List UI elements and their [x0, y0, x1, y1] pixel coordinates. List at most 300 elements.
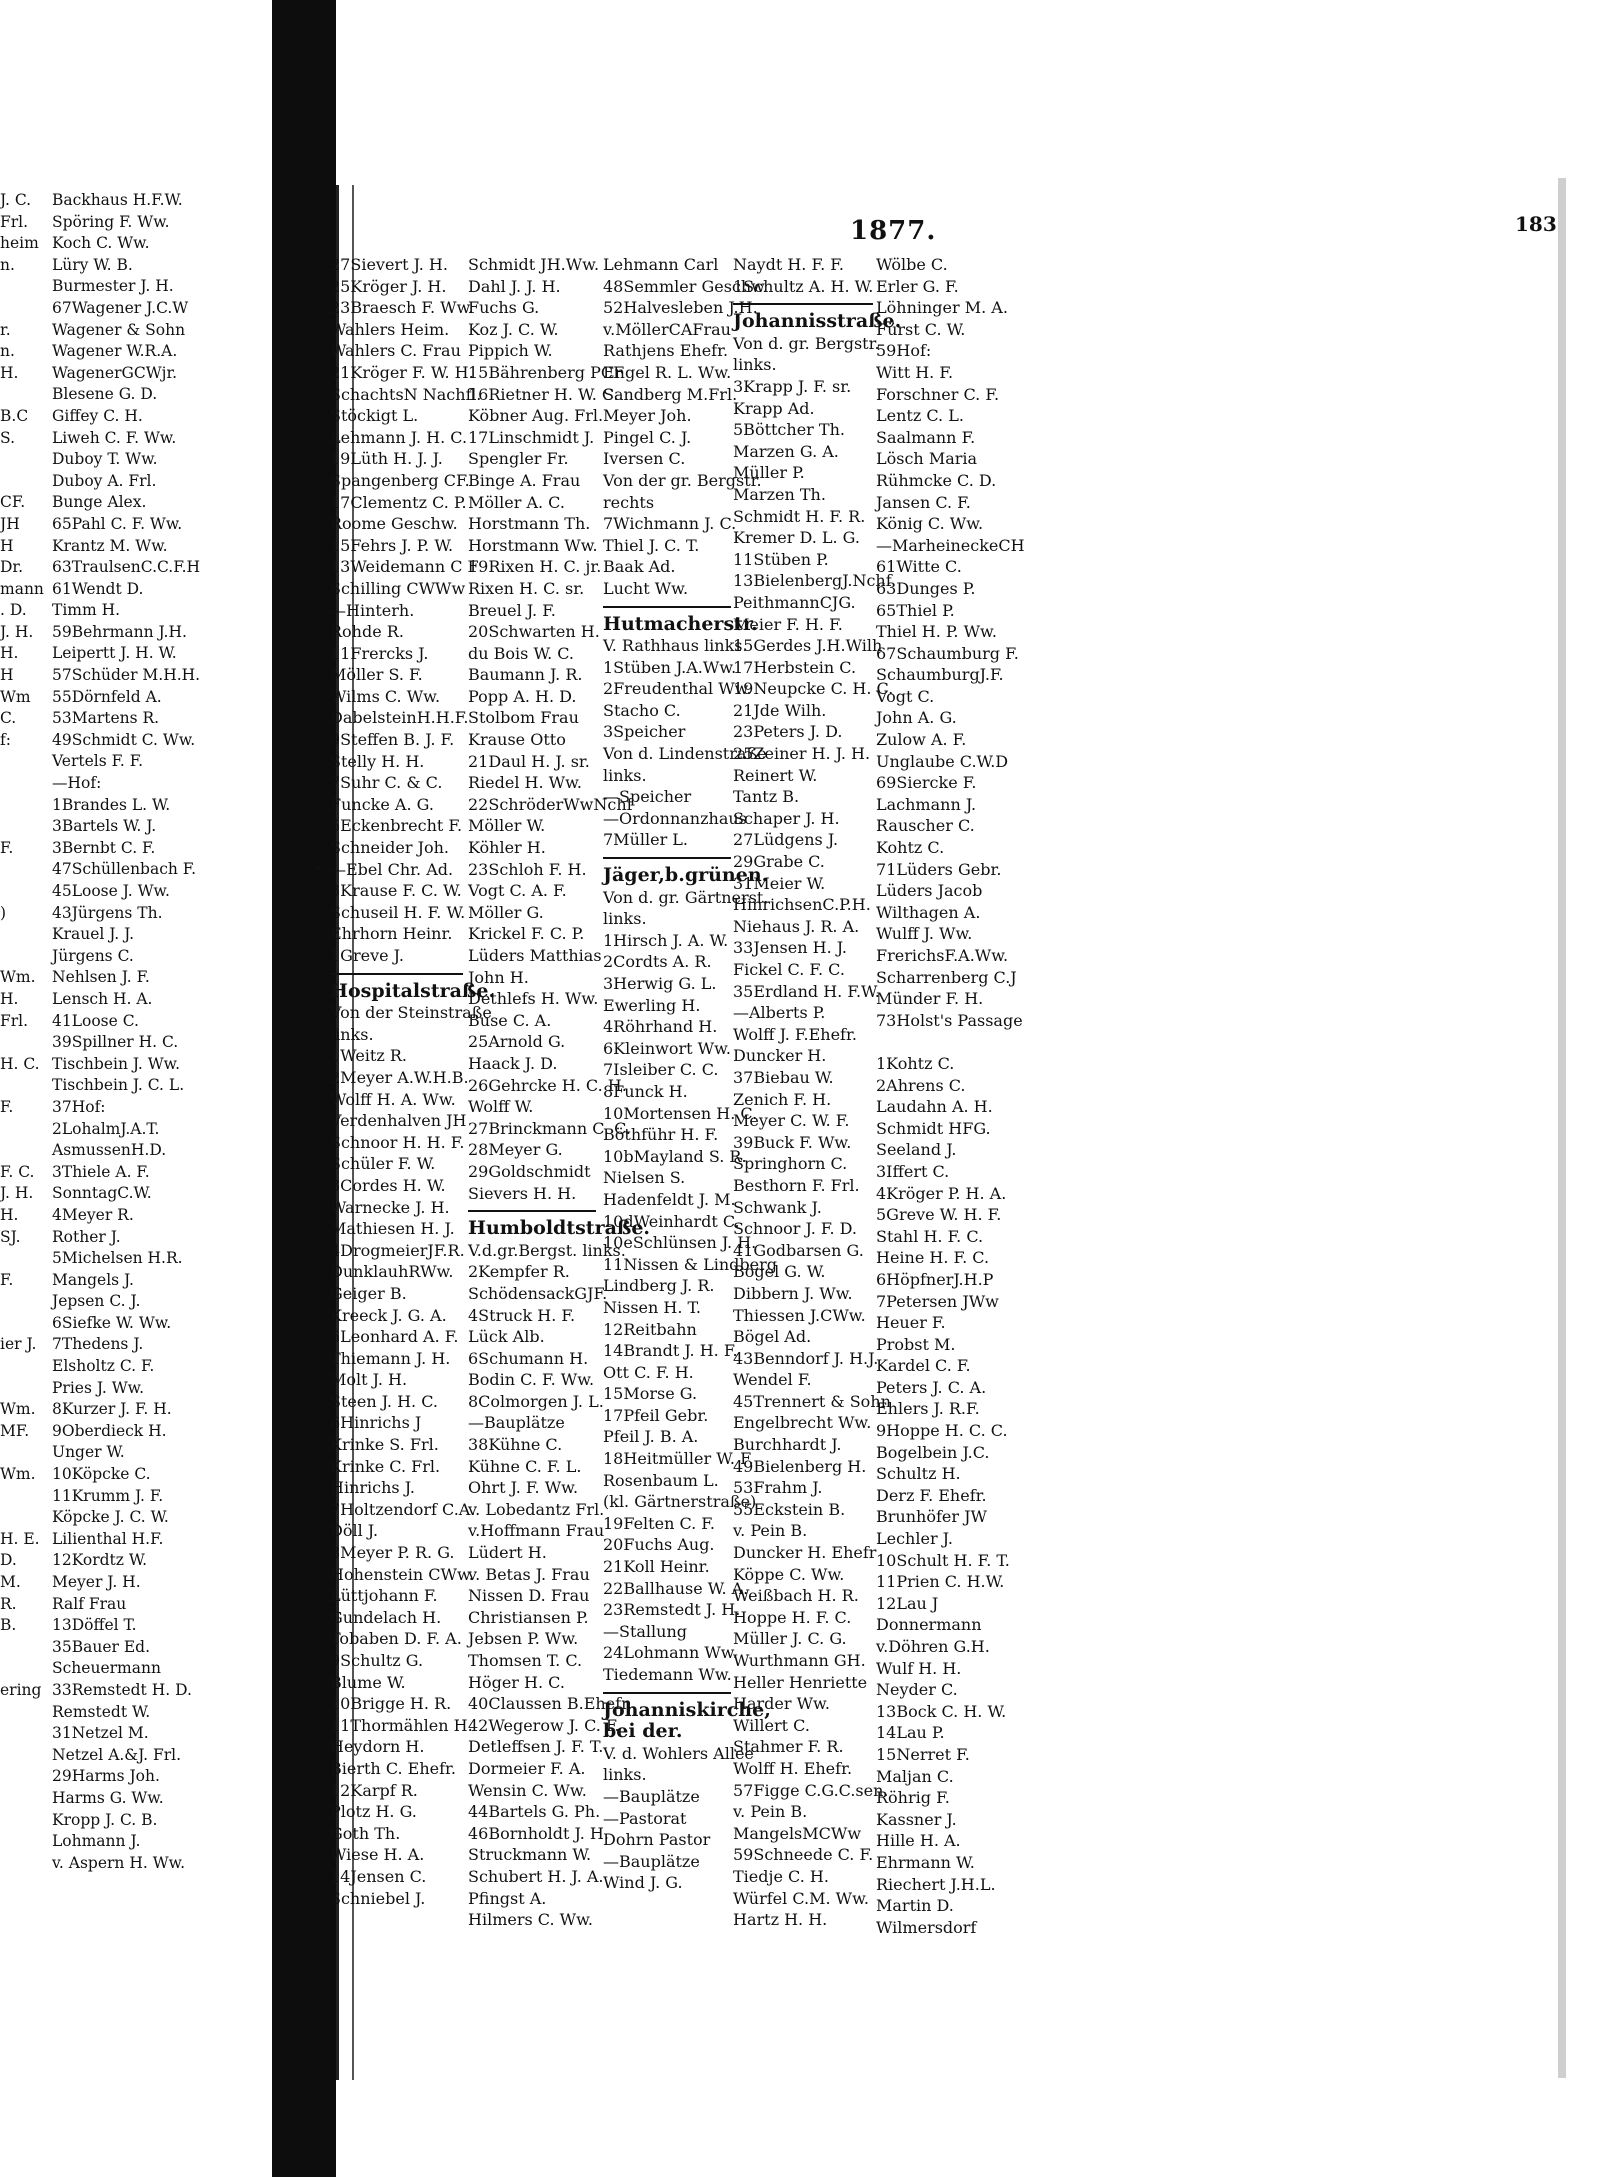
directory-entry: 2Ahrens C.	[876, 1075, 966, 1095]
directory-entry: Kreeck J. G. A.	[330, 1305, 447, 1325]
directory-entry: Jepsen C. J.	[52, 1292, 141, 1311]
directory-entry: 2Meyer A.W.H.B.	[330, 1067, 469, 1087]
directory-entry: Rixen H. C. sr.	[468, 578, 585, 598]
directory-entry: Krickel F. C. P.	[468, 924, 585, 944]
directory-entry: Röhrig F.	[876, 1788, 950, 1808]
directory-entry: 63Dunges P.	[876, 578, 976, 598]
directory-entry: 31Meier W.	[733, 873, 826, 893]
directory-entry: Lechler J.	[876, 1529, 953, 1549]
directory-entry: Fürst C. W.	[876, 319, 966, 339]
directory-entry: 21Kröger F. W. H.	[330, 362, 474, 382]
directory-entry: Molt J. H.	[330, 1370, 408, 1390]
directory-entry: Unglaube C.W.D	[876, 751, 1009, 771]
directory-entry: Springhorn C.	[733, 1154, 848, 1174]
directory-entry: 6Hinrichs J	[330, 1413, 422, 1433]
directory-entry: Wagener W.R.A.	[52, 342, 178, 361]
page-number: 183	[1515, 212, 1557, 236]
directory-entry: Münder F. H.	[876, 989, 984, 1009]
directory-entry: 17Herbstein C.	[733, 657, 857, 677]
directory-entry: Reinert W.	[733, 765, 818, 785]
directory-entry: 19Neupcke C. H. C.	[733, 679, 894, 699]
directory-entry: 6Schumann H.	[468, 1348, 589, 1368]
directory-entry: H. E.	[0, 1529, 40, 1548]
directory-entry: H.	[0, 1205, 19, 1224]
directory-entry: Popp A. H. D.	[468, 686, 577, 706]
directory-entry: 7Suhr C. & C.	[330, 773, 443, 793]
directory-entry: Bierth C. Ehefr.	[330, 1758, 457, 1778]
directory-entry: 53Martens R.	[52, 709, 160, 728]
directory-entry: Krinke S. Frl.	[330, 1435, 439, 1455]
directory-entry: Hadenfeldt J. M.	[603, 1189, 736, 1209]
directory-entry: 3Thiele A. F.	[52, 1162, 150, 1181]
directory-entry: 13Döffel T.	[52, 1616, 137, 1635]
directory-entry: 2LohalmJ.A.T.	[52, 1119, 160, 1138]
directory-entry: Hoppe H. F. C.	[733, 1607, 852, 1627]
directory-entry: Laudahn A. H.	[876, 1097, 993, 1117]
directory-entry: Heine H. F. C.	[876, 1248, 990, 1268]
directory-entry: Kohtz C.	[876, 838, 945, 858]
directory-entry: Schneider Joh.	[330, 838, 449, 858]
directory-entry: 9Schultz G.	[330, 1651, 424, 1670]
directory-entry: Horstmann Th.	[468, 514, 591, 534]
directory-entry: Stöckigt L.	[330, 406, 419, 426]
directory-entry: 5Böttcher Th.	[733, 420, 845, 440]
directory-entry: 4Röhrhand H.	[603, 1017, 718, 1037]
directory-entry: 10eSchlünsen J. H.	[603, 1233, 757, 1253]
directory-entry: Pfingst A.	[468, 1888, 547, 1908]
directory-entry: R.	[0, 1594, 17, 1613]
directory-entry: 25Zeiner H. J. H.	[733, 744, 871, 764]
directory-entry: 4DrogmeierJF.R.	[330, 1240, 465, 1260]
directory-entry: Plotz H. G.	[330, 1802, 417, 1822]
directory-entry: Möller S. F.	[330, 665, 423, 685]
directory-entry: 11Krumm J. F.	[52, 1486, 164, 1505]
directory-entry: Vogt C. A. F.	[468, 881, 567, 901]
directory-entry: ier J.	[0, 1335, 37, 1354]
directory-entry: links.	[733, 355, 777, 375]
directory-entry: Spöring F. Ww.	[52, 212, 170, 231]
directory-entry: 8Kurzer J. F. H.	[52, 1400, 172, 1419]
directory-entry: 9Oberdieck H.	[52, 1421, 167, 1440]
directory-entry: 26Gehrcke H. C. H.	[468, 1075, 627, 1095]
directory-entry: Meyer J. H.	[52, 1573, 141, 1591]
directory-entry: Wilms C. Ww.	[330, 686, 441, 706]
directory-entry: v.MöllerCAFrau	[603, 319, 731, 339]
directory-entry: Thiemann J. H.	[330, 1348, 451, 1368]
directory-entry: 27Sievert J. H.	[330, 255, 448, 274]
directory-entry: 17Pfeil Gebr.	[603, 1405, 709, 1425]
directory-entry: Möller A. C.	[468, 492, 565, 512]
directory-entry: V.d.gr.Bergst. links.	[468, 1240, 626, 1260]
directory-entry	[0, 1658, 48, 1680]
directory-entry: 47Schüllenbach F.	[52, 860, 197, 879]
directory-entry: Heydorn H.	[330, 1737, 425, 1757]
directory-entry: Remstedt W.	[52, 1702, 151, 1721]
street-heading: Hutmacherstr.	[603, 612, 758, 635]
directory-entry: Wensin C. Ww.	[468, 1780, 587, 1800]
directory-entry: Rother J.	[52, 1227, 121, 1246]
directory-entry: Fickel C. F. C.	[733, 960, 845, 979]
directory-entry: 3Bartels W. J.	[52, 817, 157, 836]
directory-entry: r.	[0, 320, 11, 339]
directory-entry: 3Cordes H. W.	[330, 1175, 446, 1195]
directory-entry: 11Thormählen H.	[330, 1715, 473, 1735]
directory-entry: 42Wegerow J. C. F.	[468, 1715, 620, 1735]
directory-entry: Hohenstein CWw.	[330, 1564, 474, 1584]
directory-entry: 4Meyer R.	[52, 1205, 134, 1224]
directory-entry: 40Claussen B.Ehefr.	[468, 1694, 633, 1714]
directory-entry: Giffey C. H.	[52, 406, 143, 425]
directory-entry: Tantz B.	[733, 787, 800, 807]
directory-entry: DabelsteinH.H.F.	[330, 708, 469, 728]
directory-entry: Tiedemann Ww.	[603, 1665, 732, 1684]
directory-entry: Schmidt HFG.	[876, 1118, 991, 1138]
directory-entry: Tischbein J. Ww.	[52, 1054, 181, 1073]
directory-entry: Nissen D. Frau	[468, 1586, 590, 1606]
directory-entry: M.	[0, 1573, 21, 1591]
directory-entry: 13BielenbergJ.Nchf.	[733, 571, 897, 591]
directory-entry: D.	[0, 1551, 17, 1570]
directory-entry: 27Lüdgens J.	[733, 830, 839, 850]
directory-entry: —MarheineckeCH	[876, 535, 1025, 555]
directory-entry: Frl.	[0, 212, 29, 231]
directory-entry: 33Jensen H. J.	[733, 938, 847, 958]
directory-entry: Wulff J. Ww.	[876, 924, 973, 944]
directory-entry: 59Behrmann J.H.	[52, 622, 187, 641]
directory-entry: Ohrt J. F. Ww.	[468, 1478, 579, 1498]
directory-entry: 49Bielenberg H.	[733, 1456, 867, 1476]
directory-entry: Von der Steinstraße	[330, 1003, 492, 1023]
directory-entry: n.	[0, 342, 15, 361]
directory-entry: 2Cordts A. R.	[603, 952, 712, 972]
directory-entry: Schwank J.	[733, 1197, 822, 1217]
directory-entry: H	[0, 666, 14, 685]
street-heading: Johanniskirche,	[603, 1698, 771, 1721]
directory-entry: Geiger B.	[330, 1283, 407, 1303]
directory-entry: 21Daul H. J. sr.	[468, 751, 590, 771]
directory-entry: 6Siefke W. Ww.	[52, 1313, 172, 1332]
directory-entry: Jebsen P. Ww.	[468, 1629, 579, 1649]
directory-entry: V. d. Wohlers Allee	[603, 1743, 754, 1763]
directory-entry: S.	[0, 428, 15, 447]
directory-entry: Marzen Th.	[733, 484, 826, 504]
directory-entry: Thiel H. P. Ww.	[876, 622, 997, 642]
directory-entry: Tischbein J. C. L.	[52, 1076, 185, 1095]
directory-entry: 3Krapp J. F. sr.	[733, 376, 852, 396]
directory-entry: Schmidt JH.Ww.	[468, 255, 600, 274]
directory-entry: 3Speicher	[603, 722, 686, 742]
directory-entry: Liweh C. F. Ww.	[52, 428, 177, 447]
directory-entry: H.	[0, 989, 19, 1008]
directory-entry: Probst M.	[876, 1334, 956, 1354]
directory-entry: Von d. gr. Gärtnerst.	[603, 887, 769, 907]
directory-entry: Detleffsen J. F. T.	[468, 1737, 604, 1757]
directory-entry: —Stallung	[603, 1621, 688, 1641]
directory-entry: —Pastorat	[603, 1808, 687, 1828]
directory-entry: Lensch H. A.	[52, 989, 153, 1008]
directory-column-4	[733, 254, 902, 1931]
directory-entry: Backhaus H.F.W.	[52, 191, 183, 209]
directory-entry: 11Stüben P.	[733, 549, 829, 569]
directory-entry: 29Grabe C.	[733, 852, 825, 872]
directory-entry: SchaumburgJ.F.	[876, 665, 1004, 685]
directory-entry: 14Lau P.	[876, 1723, 945, 1743]
directory-entry: 69Siercke F.	[876, 773, 977, 793]
directory-entry: —Hof:	[52, 774, 102, 793]
directory-entry: links.	[330, 1024, 374, 1044]
directory-entry: 46Bornholdt J. H.	[468, 1823, 609, 1843]
directory-entry	[0, 773, 48, 795]
directory-entry: 12Reitbahn	[603, 1319, 697, 1339]
directory-entry: Wolff J. F.Ehefr.	[733, 1024, 857, 1044]
directory-entry: Schilling CWWw	[330, 578, 466, 598]
directory-entry: Wind J. G.	[603, 1873, 683, 1893]
directory-entry: Von der gr. Bergstr.	[603, 470, 762, 490]
directory-entry: 57Schüder M.H.H.	[52, 666, 201, 685]
directory-entry: Bögel Ad.	[733, 1327, 812, 1347]
directory-entry	[0, 1507, 48, 1529]
directory-entry: 59Hof:	[876, 341, 932, 361]
directory-entry: Stolbom Frau	[468, 708, 579, 728]
directory-entry: F.	[0, 838, 14, 857]
directory-entry: Horstmann Ww.	[468, 535, 598, 555]
directory-entry: Thiessen J.CWw.	[733, 1305, 866, 1325]
directory-entry: Christiansen P.	[468, 1607, 589, 1627]
directory-entry: 3Herwig G. L.	[603, 974, 717, 993]
directory-entry: 12Kordtz W.	[52, 1551, 148, 1570]
directory-entry: Dormeier F. A.	[468, 1758, 586, 1778]
directory-entry: Ott C. F. H.	[603, 1362, 694, 1382]
directory-entry: Ralf Frau	[52, 1594, 127, 1613]
directory-entry: Rathjens Ehefr.	[603, 341, 729, 361]
directory-entry: Pries J. Ww.	[52, 1378, 145, 1397]
directory-entry: H. C.	[0, 1054, 40, 1073]
directory-entry: Wiese H. A.	[330, 1845, 425, 1865]
directory-entry	[0, 924, 48, 946]
directory-entry: 67Schaumburg F.	[876, 643, 1019, 663]
directory-entry: Ehrhorn Heinr.	[330, 924, 453, 944]
directory-entry: Lüdert H.	[468, 1543, 547, 1563]
book-binding-strip	[272, 0, 336, 2177]
directory-entry: 59Schneede C. F.	[733, 1845, 874, 1865]
directory-entry: Harms G. Ww.	[52, 1788, 164, 1807]
directory-entry: v. Pein B.	[733, 1521, 808, 1541]
directory-entry: Baumann J. R.	[468, 665, 583, 685]
directory-entry: Wulf H. H.	[876, 1658, 962, 1678]
directory-entry	[0, 384, 48, 406]
directory-entry: F.	[0, 1097, 14, 1116]
directory-entry: Sandberg M.Frl.	[603, 384, 738, 404]
directory-entry: 3Krause F. C. W.	[330, 881, 462, 901]
directory-entry: 8Funck H.	[603, 1081, 688, 1101]
street-heading: Jäger,b.grünen.	[603, 864, 769, 887]
directory-entry	[0, 1356, 48, 1378]
directory-entry: 5Eckenbrecht F.	[330, 816, 463, 836]
directory-entry: Lehmann Carl	[603, 255, 719, 274]
directory-entry	[0, 298, 48, 320]
directory-entry: Leipertt J. H. W.	[52, 644, 177, 663]
directory-entry: 67Wagener J.C.W	[52, 298, 189, 317]
directory-entry: 19Lüth H. J. J.	[330, 449, 443, 469]
directory-entry: 41Loose C.	[52, 1011, 139, 1030]
directory-entry: Lohmann J.	[52, 1832, 141, 1851]
directory-entry: 25Arnold G.	[468, 1032, 566, 1052]
directory-entry: Koz J. C. W.	[468, 319, 559, 339]
directory-entry: du Bois W. C.	[468, 643, 575, 663]
directory-entry: Dohrn Pastor	[603, 1830, 711, 1850]
directory-entry: Koch C. Ww.	[52, 234, 150, 253]
directory-entry: Von d. Lindenstraße	[603, 744, 767, 764]
directory-entry: Timm H.	[52, 601, 121, 620]
directory-entry	[0, 1119, 48, 1141]
directory-entry: 29Harms Joh.	[52, 1767, 160, 1786]
directory-entry: Köhler H.	[468, 838, 546, 858]
directory-entry: H.	[0, 644, 19, 663]
directory-entry: 7Müller L.	[603, 830, 689, 850]
directory-entry: Thiel J. C. T.	[603, 535, 700, 555]
directory-entry: Müller J. C. G.	[733, 1629, 847, 1649]
directory-entry: Forschner C. F.	[876, 384, 1000, 404]
directory-entry: 4Struck H. F.	[468, 1305, 576, 1325]
directory-entry: 10Mortensen H. C.	[603, 1103, 758, 1123]
directory-entry	[0, 1032, 48, 1054]
directory-entry: Duncker H. Ehefr	[733, 1543, 877, 1563]
directory-entry: 20Schwarten H.	[468, 622, 600, 642]
directory-entry: Wm	[0, 687, 31, 706]
directory-entry: 10Brigge H. R.	[330, 1694, 452, 1714]
directory-entry: —Hinterh.	[330, 600, 415, 620]
directory-entry: 37Biebau W.	[733, 1067, 834, 1087]
directory-entry: J. C.	[0, 191, 32, 209]
ink-speck	[316, 866, 320, 870]
directory-entry	[0, 1442, 48, 1464]
directory-entry: Riechert J.H.L.	[876, 1874, 996, 1894]
directory-entry	[0, 1313, 48, 1335]
directory-entry: v. Aspern H. Ww.	[52, 1853, 185, 1872]
directory-entry: Nehlsen J. F.	[52, 968, 150, 987]
directory-entry: Baak Ad.	[603, 557, 676, 577]
directory-entry: Witt H. F.	[876, 362, 954, 382]
directory-entry: Fuchs G.	[468, 298, 540, 318]
directory-entry: 57Figge C.G.C.sen.	[733, 1780, 889, 1800]
directory-entry: 10Köpcke C.	[52, 1465, 151, 1484]
directory-entry: Wolff H. Ehefr.	[733, 1758, 853, 1778]
directory-entry: Struckmann W.	[468, 1845, 592, 1865]
directory-entry: Lilienthal H.F.	[52, 1529, 164, 1548]
directory-entry: 29Goldschmidt	[468, 1161, 591, 1181]
directory-entry: 23Braesch F. Ww.	[330, 298, 474, 318]
directory-entry: 7Petersen JWw	[876, 1291, 999, 1311]
directory-entry: 12Lau J	[876, 1593, 939, 1613]
directory-entry: 35Erdland H. F.W.	[733, 981, 880, 1001]
directory-entry: Schüler F. W.	[330, 1154, 436, 1174]
directory-entry: 43Benndorf J. H.J.	[733, 1348, 879, 1368]
directory-entry: 7Holtzendorf C.A.	[330, 1499, 476, 1519]
directory-entry: Harder Ww.	[733, 1694, 830, 1714]
directory-entry: Wolff W.	[468, 1097, 534, 1117]
page-year: 1877.	[850, 216, 937, 246]
directory-entry: Verdenhalven JH	[330, 1111, 467, 1131]
directory-entry: Spangenberg CF.	[330, 470, 470, 490]
directory-entry: v. Pein B.	[733, 1802, 808, 1822]
directory-entry: 19Rixen H. C. jr.	[468, 557, 602, 577]
directory-entry: 43Jürgens Th.	[52, 903, 163, 922]
directory-entry: SJ.	[0, 1227, 21, 1246]
street-heading: bei der.	[603, 1720, 683, 1743]
directory-entry: HinrichsenC.P.H.	[733, 895, 871, 915]
directory-entry: Höger H. C.	[468, 1672, 565, 1692]
directory-entry	[0, 1378, 48, 1400]
directory-entry: Lüders Matthias	[468, 946, 602, 965]
directory-entry: J. H.	[0, 1184, 34, 1203]
directory-entry: 4Kröger P. H. A.	[876, 1183, 1007, 1203]
directory-entry: AsmussenH.D.	[52, 1141, 167, 1160]
directory-entry: 1Hirsch J. A. W.	[603, 930, 729, 950]
directory-entry: 1Kohtz C.	[876, 1053, 955, 1073]
directory-entry: Jürgens C.	[52, 946, 134, 965]
directory-entry: 15Morse G.	[603, 1384, 698, 1404]
directory-entry: Dethlefs H. Ww.	[468, 989, 599, 1009]
directory-entry: Vogt C.	[876, 686, 935, 706]
directory-entry	[0, 1075, 48, 1097]
directory-entry: 45Loose J. Ww.	[52, 882, 170, 900]
directory-entry: Lück Alb.	[468, 1327, 545, 1347]
directory-entry: Goth Th.	[330, 1823, 401, 1843]
directory-entry: DunklauhRWw.	[330, 1262, 454, 1282]
directory-entry: 25Kröger J. H.	[330, 276, 447, 296]
directory-entry: Neyder C.	[876, 1680, 958, 1700]
directory-entry: Engelbrecht Ww.	[733, 1413, 872, 1433]
directory-entry: Ehrmann W.	[876, 1852, 975, 1872]
directory-entry	[0, 276, 48, 298]
street-heading: Hospitalstraße.	[330, 979, 496, 1002]
directory-entry: Mathiesen H. J.	[330, 1219, 455, 1239]
directory-entry: CF.	[0, 493, 26, 512]
directory-entry: v. Lobedantz Frl.	[468, 1499, 605, 1519]
directory-entry	[0, 471, 48, 493]
directory-entry: Köppe C. Ww.	[733, 1564, 845, 1584]
directory-entry: Marzen G. A.	[733, 441, 839, 461]
directory-entry: 55Dörnfeld A.	[52, 687, 162, 706]
directory-entry: Hilmers C. Ww.	[468, 1910, 593, 1930]
directory-entry: 63TraulsenC.C.F.H	[52, 558, 201, 577]
directory-entry: 35Bauer Ed.	[52, 1637, 151, 1656]
directory-entry: Burchhardt J.	[733, 1435, 842, 1455]
directory-entry: . D.	[0, 601, 27, 620]
directory-entry: —Ordonnanzhaus	[603, 808, 747, 828]
directory-entry: 13Bock C. H. W.	[876, 1701, 1007, 1721]
directory-entry: 71Lüders Gebr.	[876, 859, 1002, 879]
directory-entry: Heuer F.	[876, 1313, 946, 1333]
directory-entry: Besthorn F. Frl.	[733, 1175, 860, 1195]
directory-column-1	[330, 254, 496, 1909]
directory-entry: Seeland J.	[876, 1140, 957, 1160]
directory-entry: )	[0, 903, 7, 922]
directory-entry: Wölbe C.	[876, 255, 948, 274]
directory-entry: Warnecke J. H.	[330, 1197, 450, 1217]
directory-entry: Dibbern J. Ww.	[733, 1283, 853, 1303]
directory-entry: 5Greve W. H. F.	[876, 1205, 1002, 1225]
directory-entry: 65Thiel P.	[876, 600, 955, 620]
directory-entry: Duncker H.	[733, 1046, 827, 1066]
directory-entry: Rühmcke C. D.	[876, 470, 997, 490]
directory-entry: 23Remstedt J. H.	[603, 1600, 741, 1620]
directory-entry: Krauel J. J.	[52, 925, 135, 944]
directory-entry: 20Fuchs Aug.	[603, 1535, 715, 1555]
directory-entry: 23Peters J. D.	[733, 722, 843, 742]
directory-entry: Zulow A. F.	[876, 730, 967, 750]
directory-entry	[0, 1248, 48, 1270]
